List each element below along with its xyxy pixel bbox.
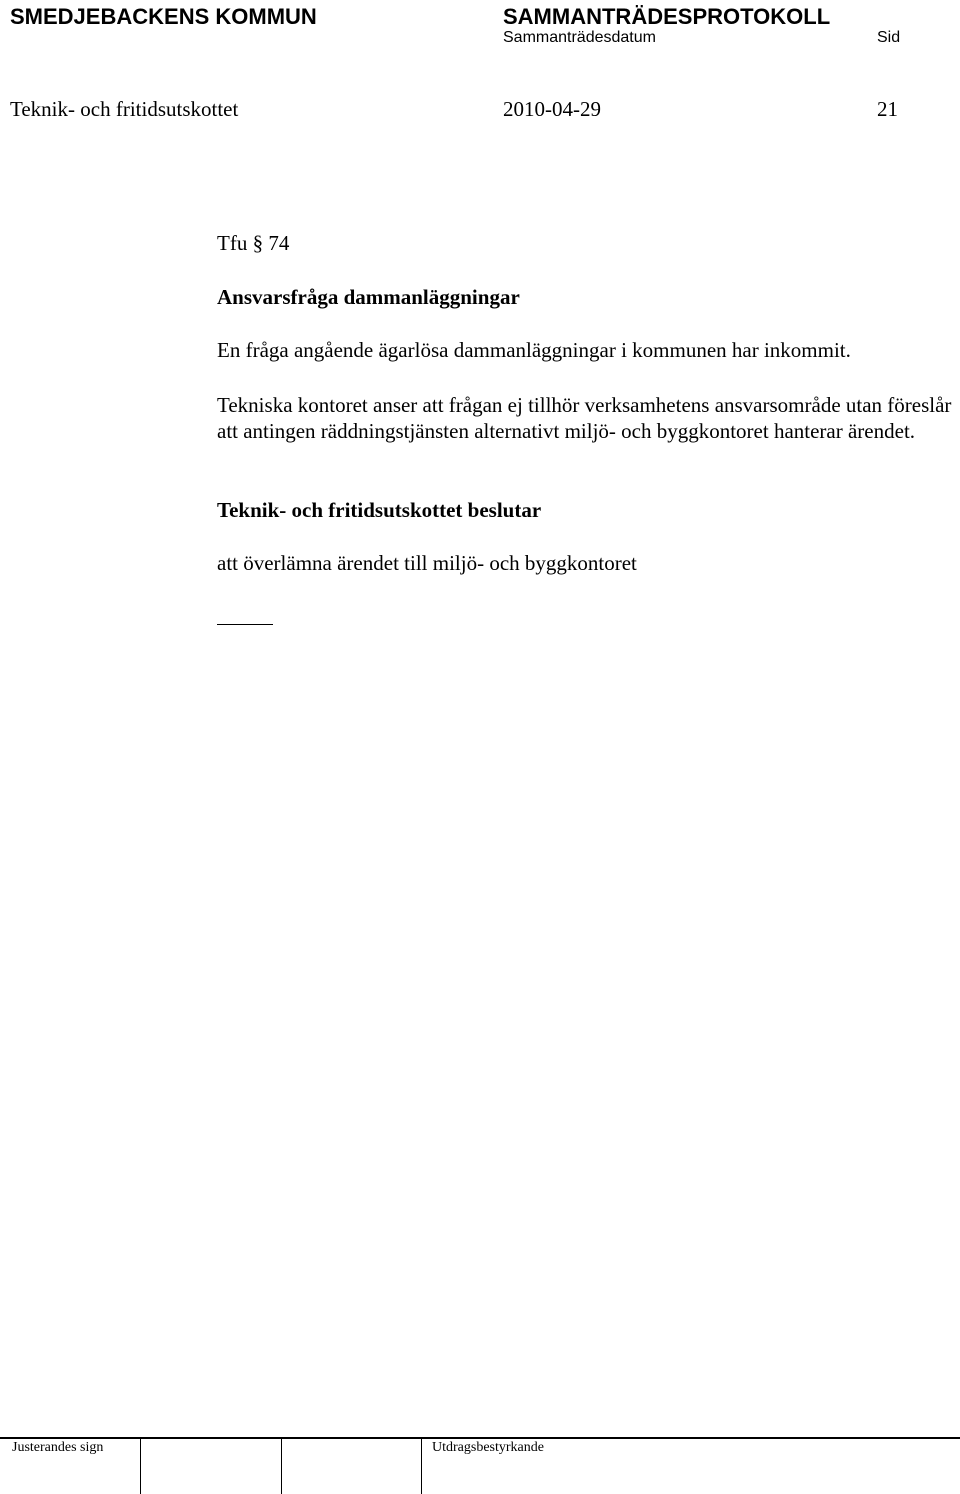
intro-paragraph: En fråga angående ägarlösa dammanläggningar i kommunen har inkommit. (217, 338, 851, 362)
section-end-rule (217, 624, 273, 625)
decision-heading: Teknik- och fritidsutskottet beslutar (217, 498, 542, 522)
paragraph-reference: Tfu § 74 (217, 231, 290, 255)
section-heading: Ansvarsfråga dammanläggningar (217, 285, 520, 309)
footer-rule (0, 1437, 960, 1439)
footer-divider (421, 1439, 422, 1494)
page-label: Sid (877, 29, 901, 46)
footer-divider (281, 1439, 282, 1494)
body-paragraph: Tekniska kontoret anser att frågan ej tillhör verksamhetens ansvarsområde utan föreslår att antingen räddningstjänsten alternativt miljö- och byggkontoret hanterar ärendet. (217, 393, 952, 443)
utdragsbestyrkande-label: Utdragsbestyrkande (432, 1440, 544, 1455)
decision-text: att överlämna ärendet till miljö- och byggkontoret (217, 551, 637, 575)
meeting-date: 2010-04-29 (503, 97, 601, 121)
committee-name: Teknik- och fritidsutskottet (10, 97, 239, 121)
page-number: 21 (877, 97, 898, 121)
footer-divider (140, 1439, 141, 1494)
meeting-date-label: Sammanträdesdatum (503, 29, 656, 46)
document-type: SAMMANTRÄDESPROTOKOLL (503, 4, 831, 29)
organization-name: SMEDJEBACKENS KOMMUN (10, 4, 317, 29)
justerandes-sign-label: Justerandes sign (12, 1440, 104, 1455)
